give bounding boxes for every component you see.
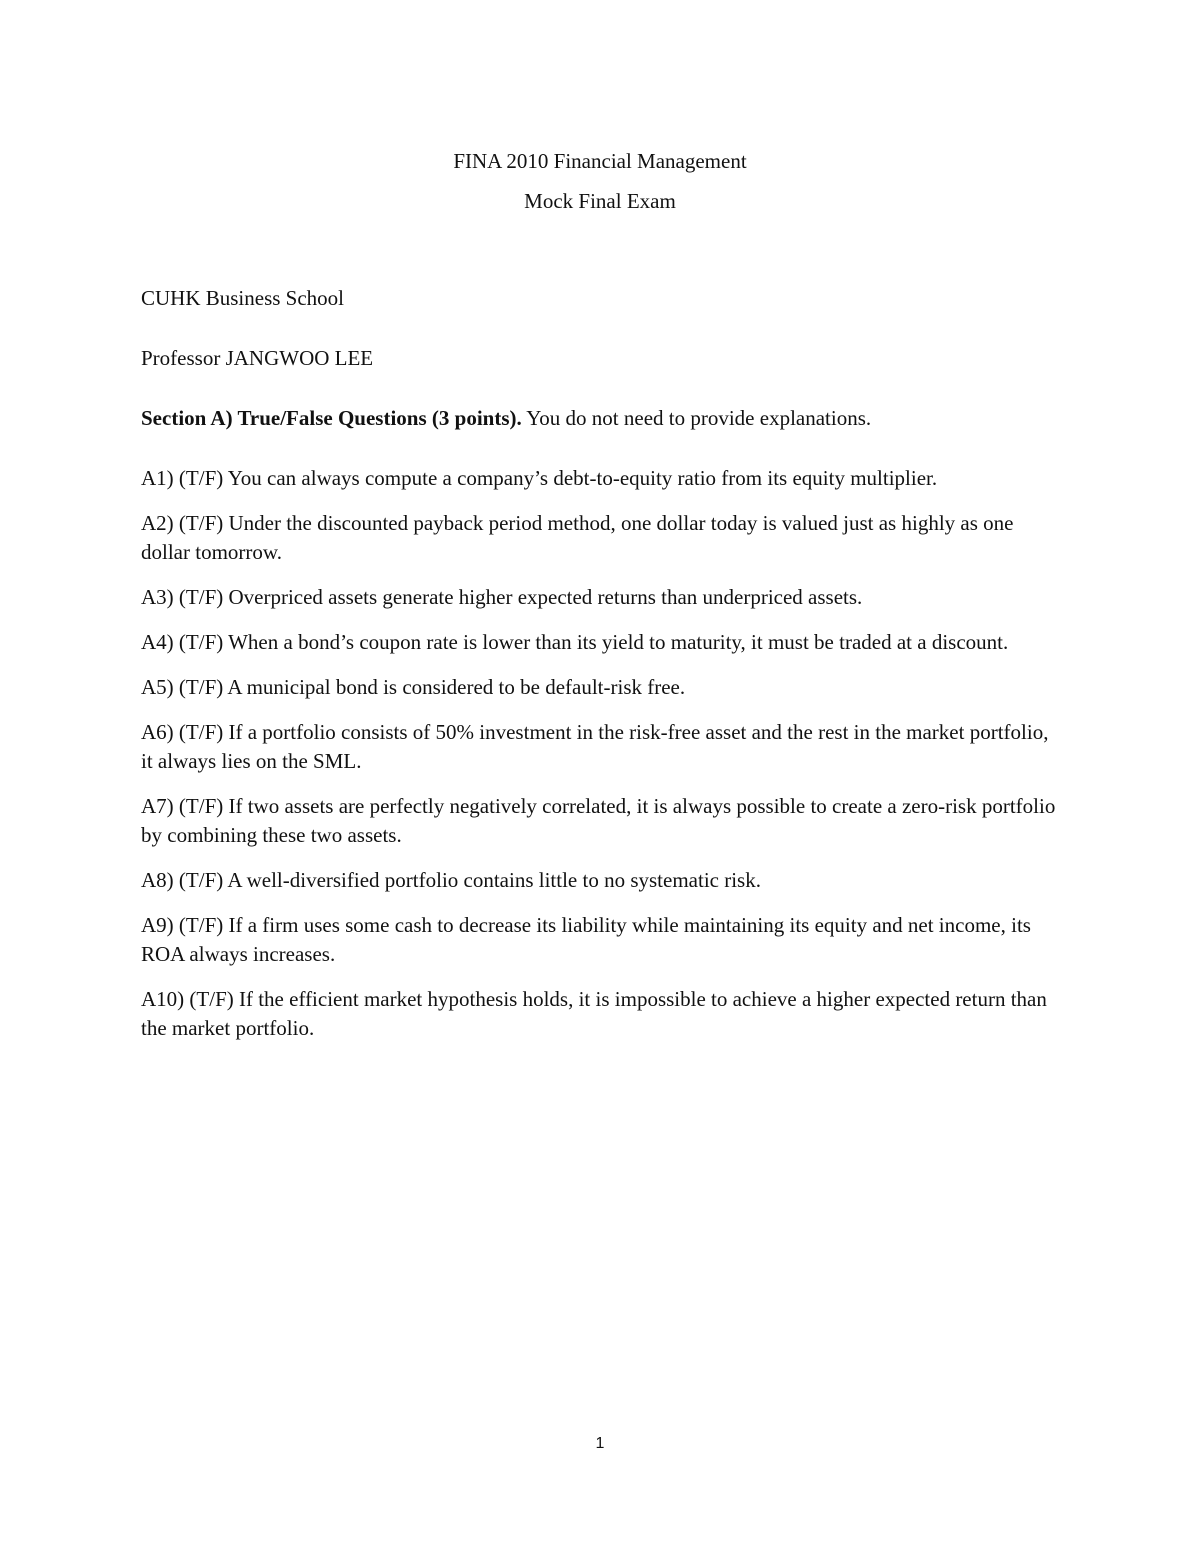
section-a-heading-bold: Section A) True/False Questions (3 points). <box>141 406 522 430</box>
section-a-heading <box>141 403 1061 433</box>
question-a8: A8) (T/F) A well-diversified portfolio contains little to no systematic risk. <box>141 868 761 892</box>
title-block <box>0 141 1200 221</box>
course-title: FINA 2010 Financial Management <box>453 149 747 173</box>
question-a9: A9) (T/F) If a firm uses some cash to decrease its liability while maintaining its equity and net income, its ROA always increases. <box>141 913 1031 966</box>
professor-name: Professor JANGWOO LEE <box>141 346 374 370</box>
exam-title: Mock Final Exam <box>524 189 676 213</box>
page-number: 1 <box>595 1435 605 1452</box>
school-name: CUHK Business School <box>141 286 345 310</box>
question-a10: A10) (T/F) If the efficient market hypothesis holds, it is impossible to achieve a higher expected return than the market portfolio. <box>141 987 1047 1040</box>
question-a2: A2) (T/F) Under the discounted payback period method, one dollar today is valued just as highly as one dollar tomorrow. <box>141 511 1014 564</box>
question-a1: A1) (T/F) You can always compute a company’s debt-to-equity ratio from its equity multiplier. <box>141 466 938 490</box>
question-a3: A3) (T/F) Overpriced assets generate higher expected returns than underpriced assets. <box>141 585 863 609</box>
question-a6: A6) (T/F) If a portfolio consists of 50% investment in the risk-free asset and the rest in the market portfolio, it always lies on the SML. <box>141 720 1049 773</box>
section-a-heading-instructions: You do not need to provide explanations. <box>521 406 872 430</box>
question-a4: A4) (T/F) When a bond’s coupon rate is lower than its yield to maturity, it must be traded at a discount. <box>141 630 1009 654</box>
question-a7: A7) (T/F) If two assets are perfectly negatively correlated, it is always possible to create a zero-risk portfolio by combining these two assets. <box>141 794 1056 847</box>
question-a5: A5) (T/F) A municipal bond is considered to be default-risk free. <box>141 675 686 699</box>
question-list <box>141 464 1061 1059</box>
